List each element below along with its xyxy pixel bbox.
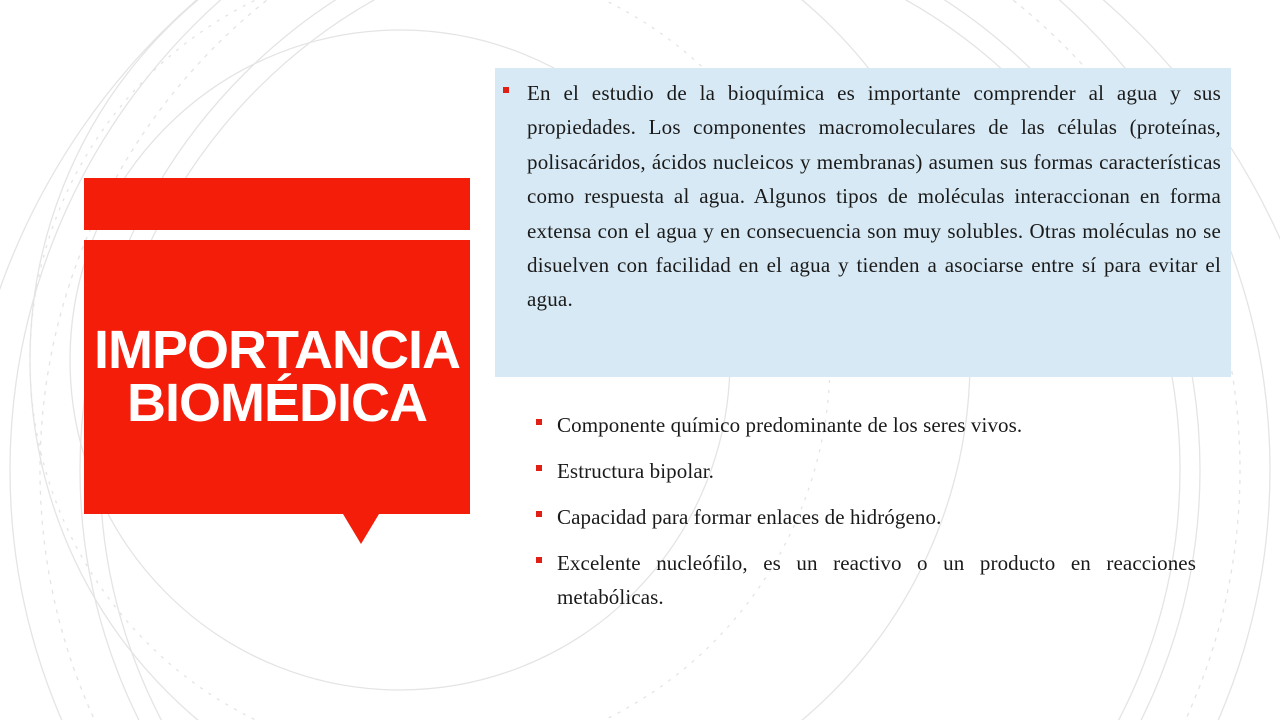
list-item-text: Excelente nucleófilo, es un reactivo o un producto en reacciones metabólicas. <box>557 551 1196 609</box>
properties-bullet-list <box>536 408 1196 626</box>
intro-paragraph: En el estudio de la bioquímica es importante comprender al agua y sus propiedades. Los componentes macromoleculares de las células (proteínas, polisacáridos, ácidos nucleicos y membranas) asumen sus formas características como respuesta al agua. Algunos tipos de moléculas interaccionan en forma extensa con el agua y en consecuencia son muy solubles. Otras moléculas no se disuelven con facilidad en el agua y tienden a asociarse entre sí para evitar el agua. <box>527 81 1221 312</box>
list-item <box>536 454 1196 488</box>
square-bullet-icon <box>536 557 542 563</box>
list-item-text: Capacidad para formar enlaces de hidrógeno. <box>557 505 942 529</box>
list-item <box>536 408 1196 442</box>
list-item-text: Estructura bipolar. <box>557 459 715 483</box>
intro-bullet-row <box>503 76 1221 317</box>
square-bullet-icon <box>536 419 542 425</box>
slide-title: IMPORTANCIA BIOMÉDICA <box>94 320 460 433</box>
title-callout-box <box>84 240 470 514</box>
intro-text-box <box>495 68 1231 377</box>
list-item <box>536 500 1196 534</box>
square-bullet-icon <box>536 465 542 471</box>
square-bullet-icon <box>536 511 542 517</box>
square-bullet-icon <box>503 87 509 93</box>
list-item <box>536 546 1196 614</box>
list-item-text: Componente químico predominante de los seres vivos. <box>557 413 1023 437</box>
title-accent-bar <box>84 178 470 230</box>
